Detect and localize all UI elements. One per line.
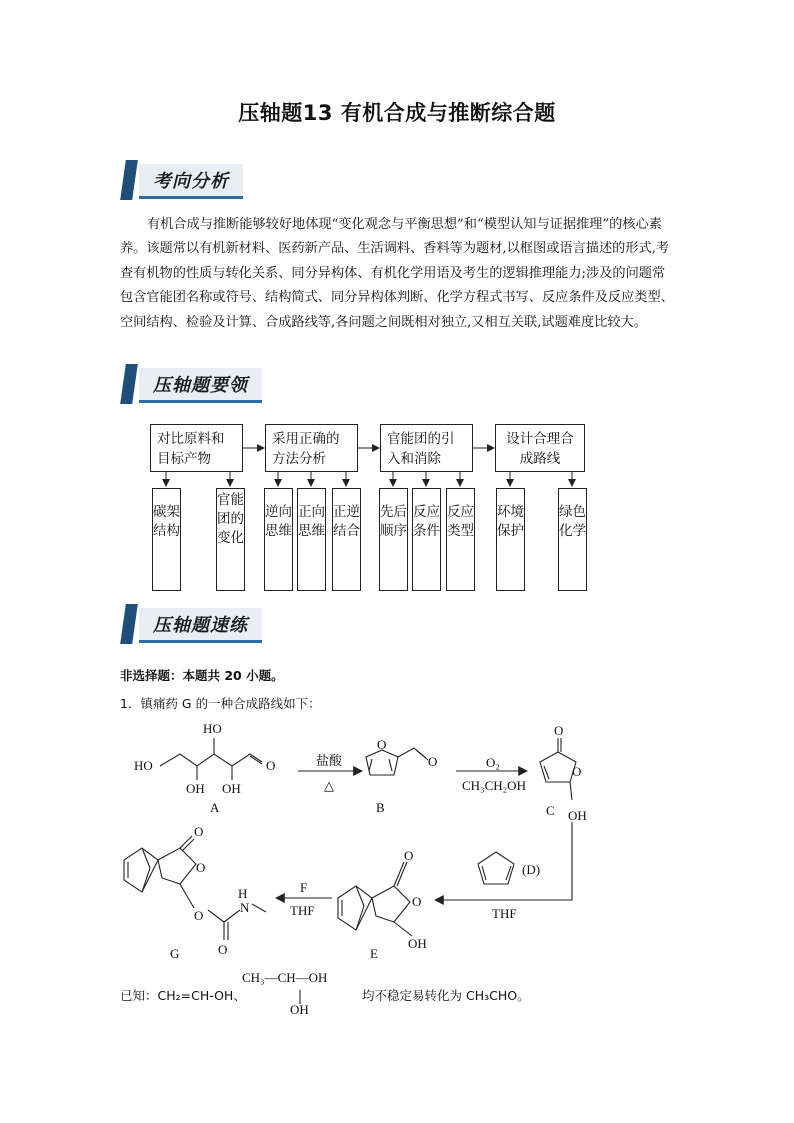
condition-4-bottom: THF — [290, 903, 315, 918]
question-section-header: 非选择题：本题共 20 小题。 — [120, 668, 284, 683]
flow-item-combined: 正逆结合 — [332, 488, 361, 591]
flow-item-environment: 环境保护 — [496, 488, 525, 591]
svg-text:O: O — [412, 894, 422, 909]
flow-item-reverse-thinking: 逆向思维 — [264, 488, 293, 591]
svg-text:O: O — [554, 723, 564, 738]
svg-text:O: O — [428, 754, 438, 769]
known-formula-bottom: OH — [290, 1002, 309, 1017]
section-title-practice: 压轴题速练 — [139, 608, 262, 643]
intro-paragraph: 有机合成与推断能够较好地体现“变化观念与平衡思想”和“模型认知与证据推理”的核心素养。该题常以有机新材料、医药新产品、生活调料、香料等为题材,以框图或语言描述的形式,考查有机物的性质与转化关系、同分异构体、有机化学用语及考生的逻辑推理能力;涉及的问题常包含官能团名称或符号、结构简式、同分异构体判断、化学方程式书写、反应条件及反应类型、空间结构、检验及计算、合成路线等,各问题之间既相对独立,又相互关联,试题难度比较大。 — [120, 217, 674, 330]
flow-step-4: 设计合理合成路线 — [495, 424, 585, 472]
svg-text:O: O — [218, 942, 228, 957]
svg-text:N: N — [240, 900, 250, 915]
svg-text:O: O — [572, 764, 582, 779]
flow-item-forward-thinking: 正向思维 — [297, 488, 326, 591]
svg-text:O: O — [377, 737, 387, 752]
flow-item-carbon-skeleton: 碳架结构 — [152, 488, 181, 591]
condition-1-bottom: △ — [324, 778, 334, 793]
flow-item-conditions: 反应条件 — [412, 488, 441, 591]
question-1-text: 1．镇痛药 G 的一种合成路线如下： — [120, 696, 321, 711]
reagent-D: (D) — [522, 862, 541, 877]
structure-D — [478, 852, 514, 884]
label-E: E — [370, 946, 378, 961]
condition-4-top: F — [300, 880, 308, 895]
flow-item-order: 先后顺序 — [379, 488, 408, 591]
known-formula-top: CH₃—CH—OH — [242, 970, 328, 985]
section-title-analysis: 考向分析 — [139, 164, 243, 199]
svg-text:O: O — [196, 860, 206, 875]
label-B: B — [376, 800, 385, 815]
svg-text:OH: OH — [222, 781, 241, 796]
svg-text:OH: OH — [408, 936, 427, 951]
structure-E — [338, 862, 412, 936]
condition-2-bottom: CH₃CH₂OH — [462, 778, 526, 793]
label-C: C — [546, 803, 555, 818]
flow-step-1: 对比原料和目标产物 — [150, 424, 243, 472]
svg-text:H: H — [238, 886, 248, 901]
svg-text:O: O — [194, 908, 204, 923]
svg-text:HO: HO — [203, 721, 222, 736]
page-title: 压轴题13 有机合成与推断综合题 — [238, 101, 556, 125]
condition-2-top: O₂ — [486, 755, 500, 770]
structure-C-ring — [540, 752, 576, 782]
known-prefix: 已知：CH₂=CH-OH、 — [120, 988, 246, 1003]
svg-text:OH: OH — [568, 808, 587, 823]
svg-text:O: O — [194, 824, 204, 839]
svg-text:OH: OH — [186, 781, 205, 796]
condition-1-top: 盐酸 — [316, 753, 343, 768]
known-suffix: 均不稳定易转化为 CH₃CHO。 — [362, 988, 530, 1003]
label-A: A — [210, 800, 220, 815]
flow-item-functional-group-change: 官能团的变化 — [216, 488, 245, 591]
flow-step-3: 官能团的引入和消除 — [380, 424, 473, 472]
svg-text:O: O — [266, 758, 276, 773]
svg-text:HO: HO — [134, 758, 153, 773]
svg-text:O: O — [404, 848, 414, 863]
structure-A — [160, 754, 262, 766]
flow-step-2: 采用正确的方法分析 — [265, 424, 358, 472]
flow-item-green-chemistry: 绿色化学 — [558, 488, 587, 591]
condition-3: THF — [492, 906, 517, 921]
flow-item-reaction-type: 反应类型 — [446, 488, 475, 591]
label-G: G — [170, 946, 180, 961]
section-title-essentials: 压轴题要领 — [139, 368, 262, 403]
